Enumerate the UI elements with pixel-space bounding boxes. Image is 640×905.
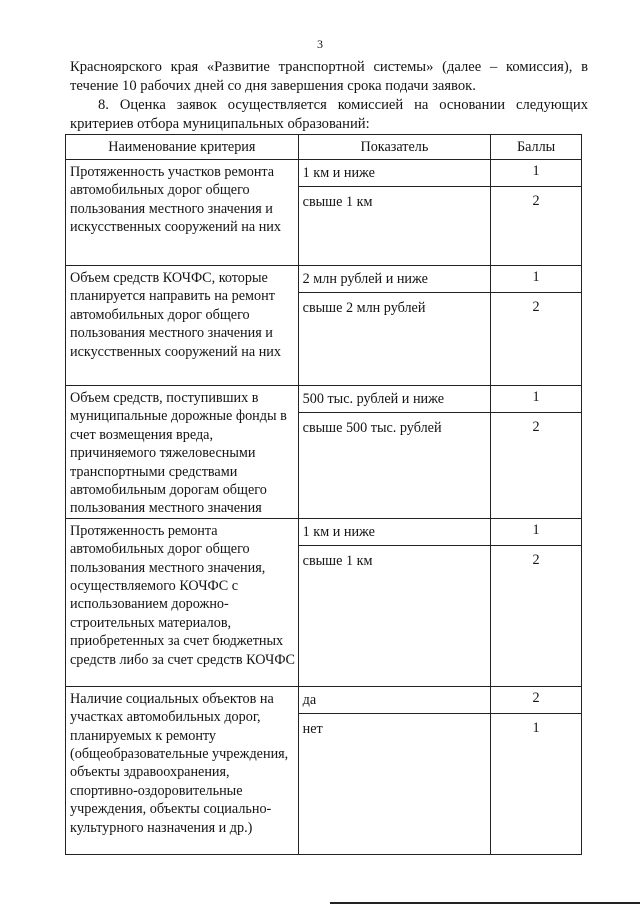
criterion-name: Объем средств, поступивших в муниципальные дорожные фонды в счет возмещения вреда, причиняемого тяжеловесными транспортными средствами автомобильным дорогам общего пользования местного значения: [66, 386, 299, 519]
points-value: 2: [532, 551, 540, 568]
indicator-label: 1 км и ниже: [299, 521, 491, 546]
indicator-label: нет: [302, 720, 323, 737]
criteria-table: [65, 134, 582, 855]
points-cell: [491, 266, 582, 386]
table-header-row: [66, 135, 582, 160]
header-criterion-name: Наименование критерия: [66, 135, 299, 160]
points-value: 2: [491, 687, 581, 714]
points-cell: [491, 686, 582, 854]
points-cell: [491, 518, 582, 686]
indicator-label: 1 км и ниже: [299, 162, 491, 187]
points-value: 1: [532, 719, 540, 736]
table-row: [66, 386, 582, 519]
indicator-label: свыше 1 км: [302, 552, 373, 569]
header-indicator: Показатель: [298, 135, 491, 160]
indicator-label: 500 тыс. рублей и ниже: [299, 388, 491, 413]
intro-paragraph-1: Красноярского края «Развитие транспортной системы» (далее – комиссия), в течение 10 рабочих дней со дня завершения срока подачи заявок.: [70, 59, 588, 94]
page-number: 3: [317, 37, 323, 51]
page-bottom-rule: [330, 902, 640, 904]
indicator-label: да: [299, 689, 491, 714]
points-value: 2: [532, 419, 540, 435]
indicator-label: 2 млн рублей и ниже: [299, 268, 491, 293]
indicator-cell: [298, 686, 491, 854]
points-value: 1: [491, 519, 581, 546]
points-cell: [491, 386, 582, 519]
points-value: 2: [532, 193, 540, 209]
criterion-name: Протяженность участков ремонта автомобильных дорог общего пользования местного значения и искусственных сооружений на них: [66, 160, 299, 266]
intro-text: [70, 58, 588, 134]
points-cell: [491, 160, 582, 266]
points-value: 1: [491, 386, 581, 413]
indicator-label: свыше 2 млн рублей: [302, 300, 426, 316]
table-row: [66, 518, 582, 686]
indicator-label: свыше 1 км: [302, 194, 373, 210]
indicator-cell: [298, 386, 491, 519]
points-value: 1: [491, 266, 581, 293]
header-points: Баллы: [491, 135, 582, 160]
intro-paragraph-2: 8. Оценка заявок осуществляется комиссией на основании следующих критериев отбора муниципальных образований:: [70, 97, 588, 132]
indicator-cell: [298, 266, 491, 386]
criterion-name: Наличие социальных объектов на участках автомобильных дорог, планируемых к ремонту (общеобразовательные учреждения, объекты здравоохранения, спортивно-оздоровительные учреждения, объекты социально-культурного назначения и др.): [66, 686, 299, 854]
criterion-name: Объем средств КОЧФС, которые планируется направить на ремонт автомобильных дорог общего пользования местного значения и искусственных сооружений на них: [66, 266, 299, 386]
table-row: [66, 266, 582, 386]
indicator-cell: [298, 160, 491, 266]
points-value: 1: [491, 160, 581, 187]
indicator-cell: [298, 518, 491, 686]
indicator-label: свыше 500 тыс. рублей: [302, 420, 442, 436]
points-value: 2: [532, 299, 540, 315]
table-row: [66, 160, 582, 266]
criterion-name: Протяженность ремонта автомобильных дорог общего пользования местного значения, осуществляемого КОЧФС с использованием дорожно-строительных материалов, приобретенных за счет бюджетных средств либо за счет средств КОЧФС: [66, 518, 299, 686]
table-row: [66, 686, 582, 854]
